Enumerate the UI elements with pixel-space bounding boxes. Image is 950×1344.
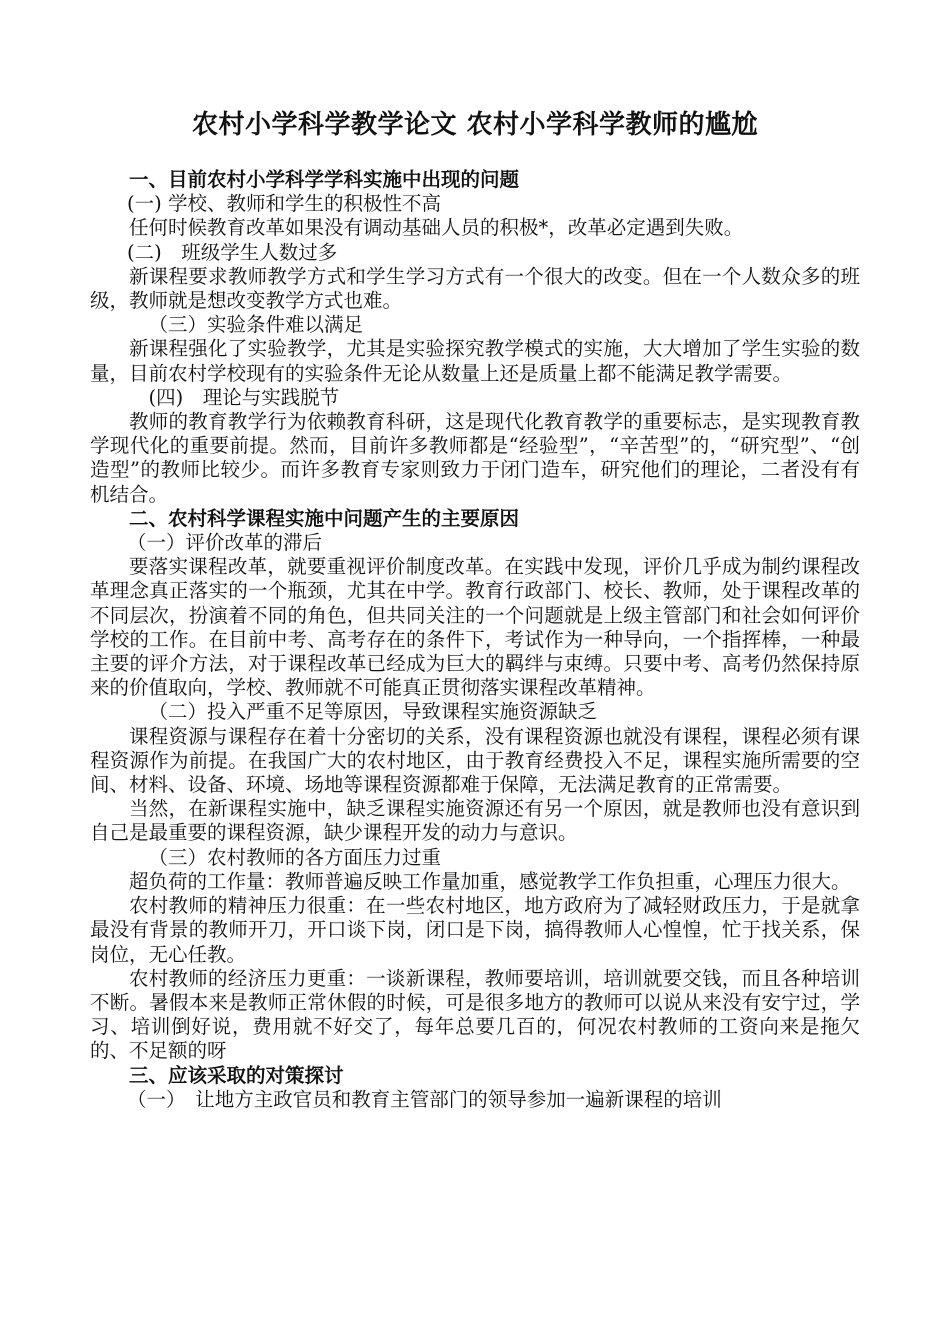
subsection-heading: (二) 班级学生人数过多: [127, 240, 338, 264]
subsection-heading: (四) 理论与实践脱节: [148, 385, 340, 409]
body-paragraph: 课程资源与课程存在着十分密切的关系，没有课程资源也就没有课程，课程必须有课程资源作为前提。在我国广大的农村地区，由于教育经费投入不足，课程实施所需要的空间、材料、设备、环境、场地等课程资源都难于保障，无法满足教育的正常需要。: [90, 724, 860, 797]
body-paragraph: 任何时候教育改革如果没有调动基础人员的积极*，改革必定遇到失败。: [129, 216, 744, 240]
document-body: [90, 168, 860, 1112]
body-paragraph: 当然，在新课程实施中，缺乏课程实施资源还有另一个原因，就是教师也没有意识到自己是最重要的课程资源，缺少课程开发的动力与意识。: [90, 797, 860, 845]
body-paragraph: 新课程要求教师教学方式和学生学习方式有一个很大的改变。但在一个人数众多的班级，教师就是想改变教学方式也难。: [90, 264, 860, 313]
body-paragraph: 超负荷的工作量：教师普遍反映工作量加重，感觉教学工作负担重，心理压力很大。: [129, 869, 851, 893]
subsection-heading: （三）实验条件难以满足: [148, 313, 364, 337]
body-paragraph: 农村教师的精神压力很重：在一些农村地区，地方政府为了减轻财政压力，于是就拿最没有背景的教师开刀，开口谈下岗，闭口是下岗，搞得教师人心惶惶，忙于找关系，保岗位，无心任教。: [90, 894, 860, 966]
section-heading-2: 二、农村科学课程实施中问题产生的主要原因: [129, 506, 520, 530]
body-paragraph: 要落实课程改革，就要重视评价制度改革。在实践中发现，评价几乎成为制约课程改革理念真正落实的一个瓶颈，尤其在中学。教育行政部门、校长、教师，处于课程改革的不同层次，扮演着不同的角色，但共同关注的一个问题就是上级主管部门和社会如何评价学校的工作。在目前中考、高考存在的条件下，考试作为一种导向，一个指挥棒，一种最主要的评介方法，对于课程改革已经成为巨大的羁绊与束缚。只要中考、高考仍然保持原来的价值取向，学校、教师就不可能真正贯彻落实课程改革精神。: [90, 555, 860, 700]
document-title: 农村小学科学教学论文 农村小学科学教师的尴尬: [191, 110, 759, 140]
body-paragraph: 新课程强化了实验教学，尤其是实验探究教学模式的实施，大大增加了学生实验的数量，目前农村学校现有的实验条件无论从数量上还是质量上都不能满足教学需要。: [90, 337, 860, 385]
subsection-heading: （三）农村教师的各方面压力过重: [148, 845, 442, 869]
subsection-heading: （一）评价改革的滞后: [127, 531, 323, 555]
section-heading-1: 一、目前农村小学科学学科实施中出现的问题: [129, 168, 520, 191]
body-paragraph: 教师的教育教学行为依赖教育科研，这是现代化教育教学的重要标志，是实现教育教学现代化的重要前提。然而，目前许多教师都是“经验型”，“辛苦型”的，“研究型”、“创造型”的教师比较少。而许多教育专家则致力于闭门造车，研究他们的理论，二者没有有机结合。: [90, 410, 860, 506]
section-heading-3: 三、应该采取的对策探讨: [129, 1063, 344, 1087]
subsection-heading: (一) 学校、教师和学生的积极性不高: [127, 192, 441, 216]
subsection-heading: （一） 让地方主政官员和教育主管部门的领导参加一遍新课程的培训: [127, 1087, 722, 1111]
body-paragraph: 农村教师的经济压力更重：一谈新课程，教师要培训，培训就要交钱，而且各种培训不断。暑假本来是教师正常休假的时候，可是很多地方的教师可以说从来没有安宁过，学习、培训倒好说，费用就不好交了，每年总要几百的，何况农村教师的工资向来是拖欠的、不足额的呀: [90, 966, 860, 1063]
subsection-heading: （二）投入严重不足等原因，导致课程实施资源缺乏: [148, 700, 598, 724]
